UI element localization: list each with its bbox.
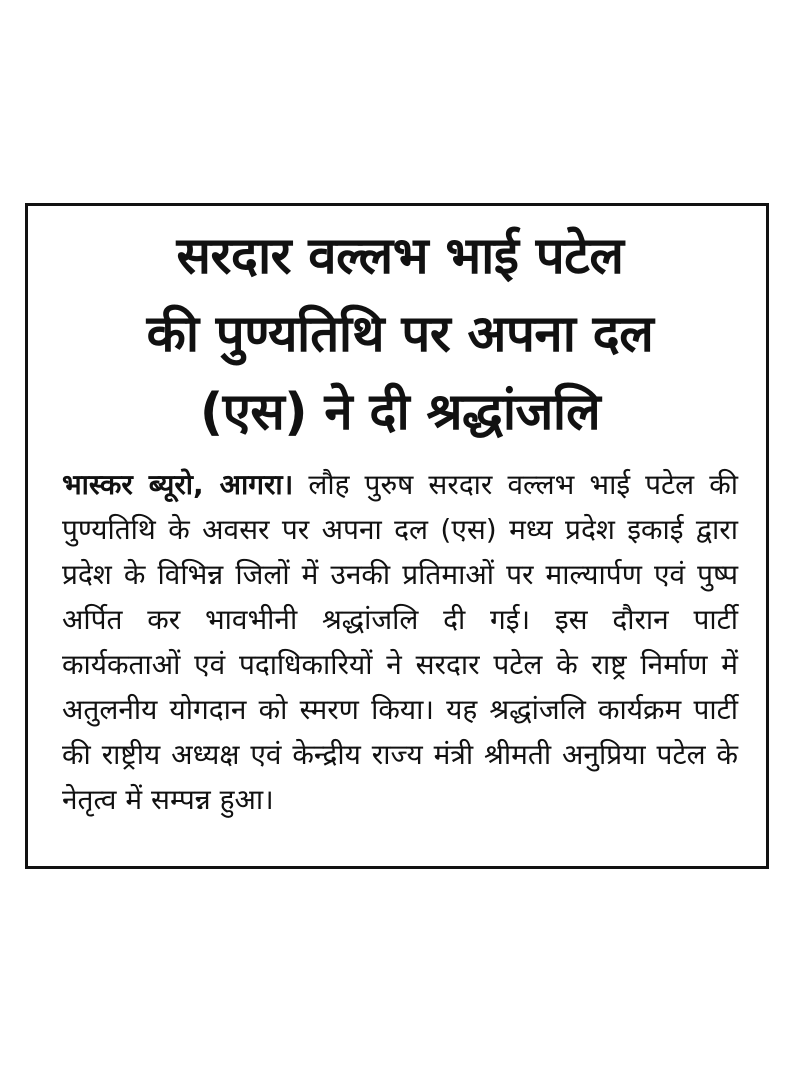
headline [62,218,738,452]
news-clipping [25,203,769,869]
article-body [62,462,738,822]
headline-line-1: सरदार वल्लभ भाई पटेल [176,227,624,286]
article-body-text: लौह पुरुष सरदार वल्लभ भाई पटेल की पुण्यतिथि के अवसर पर अपना दल (एस) मध्य प्रदेश इकाई द्वारा प्रदेश के विभिन्न जिलों में उनकी प्रतिमाओं पर माल्यार्पण एवं पुष्प अर्पित कर भावभीनी श्रद्धांजलि दी गई। इस दौरान पार्टी कार्यकताओं एवं पदाधिकारियों ने सरदार पटेल के राष्ट्र निर्माण में अतुलनीय योगदान को स्मरण किया। यह श्रद्धांजलि कार्यक्रम पार्टी की राष्ट्रीय अध्यक्ष एवं केन्द्रीय राज्य मंत्री श्रीमती अनुप्रिया पटेल के नेतृत्व में सम्पन्न हुआ। [62,468,738,816]
headline-line-3: (एस) ने दी श्रद्धांजलि [199,383,601,442]
headline-line-2: की पुण्यतिथि पर अपना दल [146,305,654,364]
byline: भास्कर ब्यूरो, आगरा। [62,468,294,501]
